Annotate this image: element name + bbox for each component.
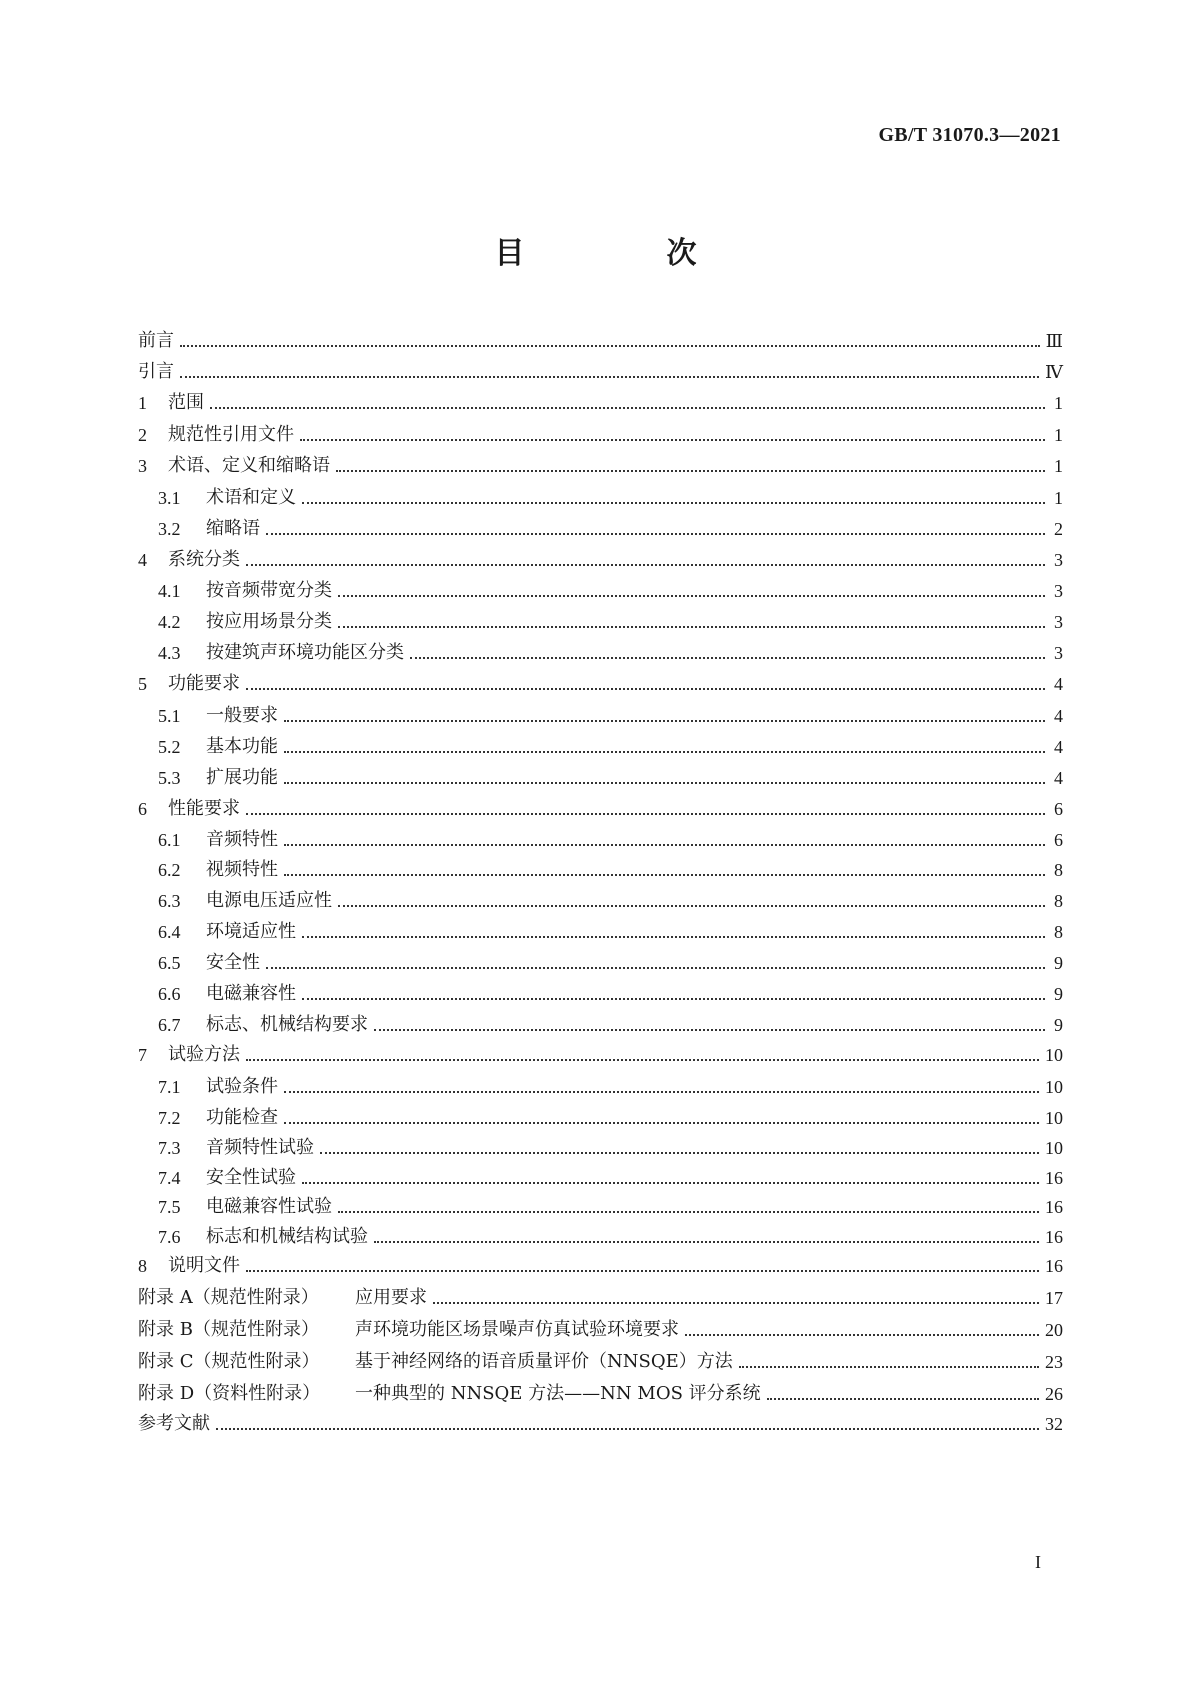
toc-entry-label: 性能要求 [168,798,240,819]
toc-entry [138,610,1063,634]
toc-entry-page: 3 [1054,550,1063,570]
toc-appendix-label: 附录 C（规范性附录） [138,1351,320,1372]
toc-entry [138,517,1063,541]
toc-entry-label: 一般要求 [206,705,278,726]
toc-entry [138,1075,1063,1099]
toc-entry [138,360,1063,384]
toc-entry-page: 16 [1045,1256,1063,1276]
toc-entry-page: 3 [1054,643,1063,663]
toc-dot-leader [374,1029,1045,1031]
toc-entry-label: 音频特性试验 [206,1137,314,1158]
toc-entry-page: 8 [1054,860,1063,880]
toc-dot-leader [338,626,1045,628]
toc-dot-leader [284,1091,1039,1093]
toc-dot-leader [210,407,1045,409]
toc-entry-label: 标志和机械结构试验 [206,1226,368,1247]
toc-entry-label: 说明文件 [168,1255,240,1276]
toc-entry-page: 6 [1054,799,1063,819]
toc-entry-label: 功能检查 [206,1107,278,1128]
toc-dot-leader [284,844,1045,846]
toc-entry-number: 6 [138,799,147,819]
toc-entry [138,1043,1063,1067]
toc-entry [138,735,1063,759]
toc-entry-page: 4 [1054,706,1063,726]
toc-entry [138,1286,1063,1310]
toc-dot-leader [338,1211,1039,1213]
toc-dot-leader [266,967,1045,969]
toc-entry-number: 7.6 [158,1227,181,1247]
toc-entry [138,766,1063,790]
toc-entry-page: 17 [1045,1288,1063,1308]
toc-dot-leader [338,595,1045,597]
toc-dot-leader [284,720,1045,722]
toc-entry-number: 2 [138,425,147,445]
toc-entry-number: 7.4 [158,1168,181,1188]
toc-entry [138,1166,1063,1190]
toc-entry-page: Ⅳ [1045,362,1063,382]
toc-dot-leader [284,874,1045,876]
toc-appendix-label: 附录 D（资料性附录） [138,1383,321,1404]
toc-entry-number: 5.3 [158,768,181,788]
toc-dot-leader [302,502,1045,504]
toc-entry-page: 9 [1054,984,1063,1004]
toc-entry [138,1195,1063,1219]
toc-dot-leader [336,470,1045,472]
toc-dot-leader [180,345,1040,347]
toc-entry-label: 术语、定义和缩略语 [168,455,330,476]
toc-entry-page: 10 [1045,1077,1063,1097]
toc-dot-leader [739,1366,1039,1368]
toc-entry-page: 16 [1045,1197,1063,1217]
toc-entry-number: 6.6 [158,984,181,1004]
toc-entry [138,1136,1063,1160]
toc-entry-label: 前言 [138,330,174,351]
toc-entry [138,797,1063,821]
toc-entry-number: 3.2 [158,519,181,539]
toc-entry-label: 缩略语 [206,518,260,539]
toc-entry-number: 7.1 [158,1077,181,1097]
toc-entry-number: 6.3 [158,891,181,911]
toc-entry [138,951,1063,975]
toc-entry-number: 5 [138,674,147,694]
toc-entry-label: 安全性试验 [206,1167,296,1188]
toc-entry-number: 6.5 [158,953,181,973]
toc-entry-label: 功能要求 [168,673,240,694]
toc-entry-label: 基于神经网络的语音质量评价（NNSQE）方法 [355,1351,733,1372]
toc-entry-number: 7.5 [158,1197,181,1217]
toc-entry-label: 参考文献 [138,1413,210,1434]
toc-entry-label: 基本功能 [206,736,278,757]
toc-dot-leader [433,1302,1039,1304]
toc-dot-leader [246,1270,1039,1272]
toc-dot-leader [302,936,1045,938]
page-number: I [1035,1552,1041,1572]
toc-entry-page: 16 [1045,1227,1063,1247]
toc-dot-leader [302,1182,1039,1184]
toc-entry-number: 3.1 [158,488,181,508]
toc-entry-label: 标志、机械结构要求 [206,1014,368,1035]
toc-entry [138,1350,1063,1374]
toc-entry [138,1225,1063,1249]
toc-entry [138,486,1063,510]
toc-entry [138,391,1063,415]
toc-entry-number: 4.2 [158,612,181,632]
toc-entry-number: 3 [138,456,147,476]
toc-entry-number: 4.3 [158,643,181,663]
toc-entry-page: 9 [1054,953,1063,973]
toc-entry-page: 10 [1045,1108,1063,1128]
toc-entry [138,1254,1063,1278]
toc-entry-page: 26 [1045,1384,1063,1404]
toc-entry [138,1318,1063,1342]
toc-entry [138,982,1063,1006]
toc-entry-number: 6.7 [158,1015,181,1035]
toc-entry-page: 1 [1054,393,1063,413]
toc-dot-leader [320,1152,1039,1154]
toc-entry-number: 4.1 [158,581,181,601]
toc-entry-page: 8 [1054,922,1063,942]
toc-entry-page: 4 [1054,674,1063,694]
toc-dot-leader [246,813,1045,815]
toc-entry-label: 音频特性 [206,829,278,850]
toc-entry-label: 视频特性 [206,859,278,880]
toc-entry-label: 试验方法 [168,1044,240,1065]
toc-dot-leader [246,688,1045,690]
toc-dot-leader [300,439,1045,441]
toc-entry-label: 安全性 [206,952,260,973]
toc-appendix-label: 附录 A（规范性附录） [138,1287,319,1308]
toc-entry-label: 术语和定义 [206,487,296,508]
toc-entry-label: 试验条件 [206,1076,278,1097]
toc-entry-page: 16 [1045,1168,1063,1188]
toc-entry-label: 声环境功能区场景噪声仿真试验环境要求 [355,1319,679,1340]
toc-entry-label: 按应用场景分类 [206,611,332,632]
toc-entry-label: 引言 [138,361,174,382]
toc-dot-leader [767,1398,1039,1400]
toc-entry-label: 环境适应性 [206,921,296,942]
toc-entry-label: 电源电压适应性 [206,890,332,911]
toc-entry [138,548,1063,572]
toc-entry-page: 10 [1045,1138,1063,1158]
toc-entry [138,704,1063,728]
toc-entry-page: 32 [1045,1414,1063,1434]
toc-entry [138,828,1063,852]
toc-entry-page: 20 [1045,1320,1063,1340]
toc-entry-number: 5.2 [158,737,181,757]
toc-dot-leader [284,751,1045,753]
toc-entry [138,1382,1063,1406]
toc-entry [138,454,1063,478]
toc-entry-page: 2 [1054,519,1063,539]
toc-entry-page: 6 [1054,830,1063,850]
toc-dot-leader [180,376,1039,378]
toc-entry [138,1412,1063,1436]
toc-dot-leader [266,533,1045,535]
toc-entry-number: 5.1 [158,706,181,726]
toc-entry [138,579,1063,603]
toc-entry-page: 10 [1045,1045,1063,1065]
toc-entry-page: 23 [1045,1352,1063,1372]
toc-entry-number: 7 [138,1045,147,1065]
toc-dot-leader [284,782,1045,784]
toc-dot-leader [410,657,1045,659]
toc-entry-label: 按音频带宽分类 [206,580,332,601]
toc-entry-page: 8 [1054,891,1063,911]
toc-dot-leader [216,1428,1039,1430]
toc-entry [138,423,1063,447]
toc-appendix-label: 附录 B（规范性附录） [138,1319,319,1340]
toc-dot-leader [246,564,1045,566]
toc-entry-label: 按建筑声环境功能区分类 [206,642,404,663]
toc-entry-label: 电磁兼容性 [206,983,296,1004]
toc-entry [138,672,1063,696]
page-title: 目 次 [494,236,753,271]
toc-entry-page: 3 [1054,612,1063,632]
toc-dot-leader [374,1241,1039,1243]
toc-entry-label: 扩展功能 [206,767,278,788]
toc-entry-page: 9 [1054,1015,1063,1035]
toc-entry [138,329,1063,353]
toc-dot-leader [246,1059,1039,1061]
toc-entry-number: 6.1 [158,830,181,850]
toc-entry-page: 1 [1054,488,1063,508]
toc-entry-page: 1 [1054,456,1063,476]
toc-entry-number: 7.2 [158,1108,181,1128]
toc-entry-number: 6.4 [158,922,181,942]
toc-entry [138,1013,1063,1037]
toc-entry-number: 7.3 [158,1138,181,1158]
toc-entry [138,920,1063,944]
toc-entry-number: 6.2 [158,860,181,880]
toc-dot-leader [685,1334,1039,1336]
toc-dot-leader [338,905,1045,907]
toc-entry-number: 1 [138,393,147,413]
toc-entry-label: 一种典型的 NNSQE 方法——NN MOS 评分系统 [355,1383,761,1404]
toc-entry-number: 4 [138,550,147,570]
toc-entry-page: 4 [1054,768,1063,788]
toc-entry [138,641,1063,665]
toc-dot-leader [284,1122,1039,1124]
toc-entry-page: 4 [1054,737,1063,757]
toc-entry-page: 3 [1054,581,1063,601]
toc-entry-page: Ⅲ [1045,331,1063,351]
toc-entry-number: 8 [138,1256,147,1276]
toc-entry [138,858,1063,882]
toc-entry-label: 系统分类 [168,549,240,570]
toc-dot-leader [302,998,1045,1000]
toc-entry [138,889,1063,913]
toc-entry-page: 1 [1054,425,1063,445]
toc-entry-label: 应用要求 [355,1287,427,1308]
standard-code: GB/T 31070.3—2021 [878,124,1061,146]
toc-entry-label: 电磁兼容性试验 [206,1196,332,1217]
toc-entry-label: 规范性引用文件 [168,424,294,445]
toc-entry [138,1106,1063,1130]
toc-entry-label: 范围 [168,392,204,413]
